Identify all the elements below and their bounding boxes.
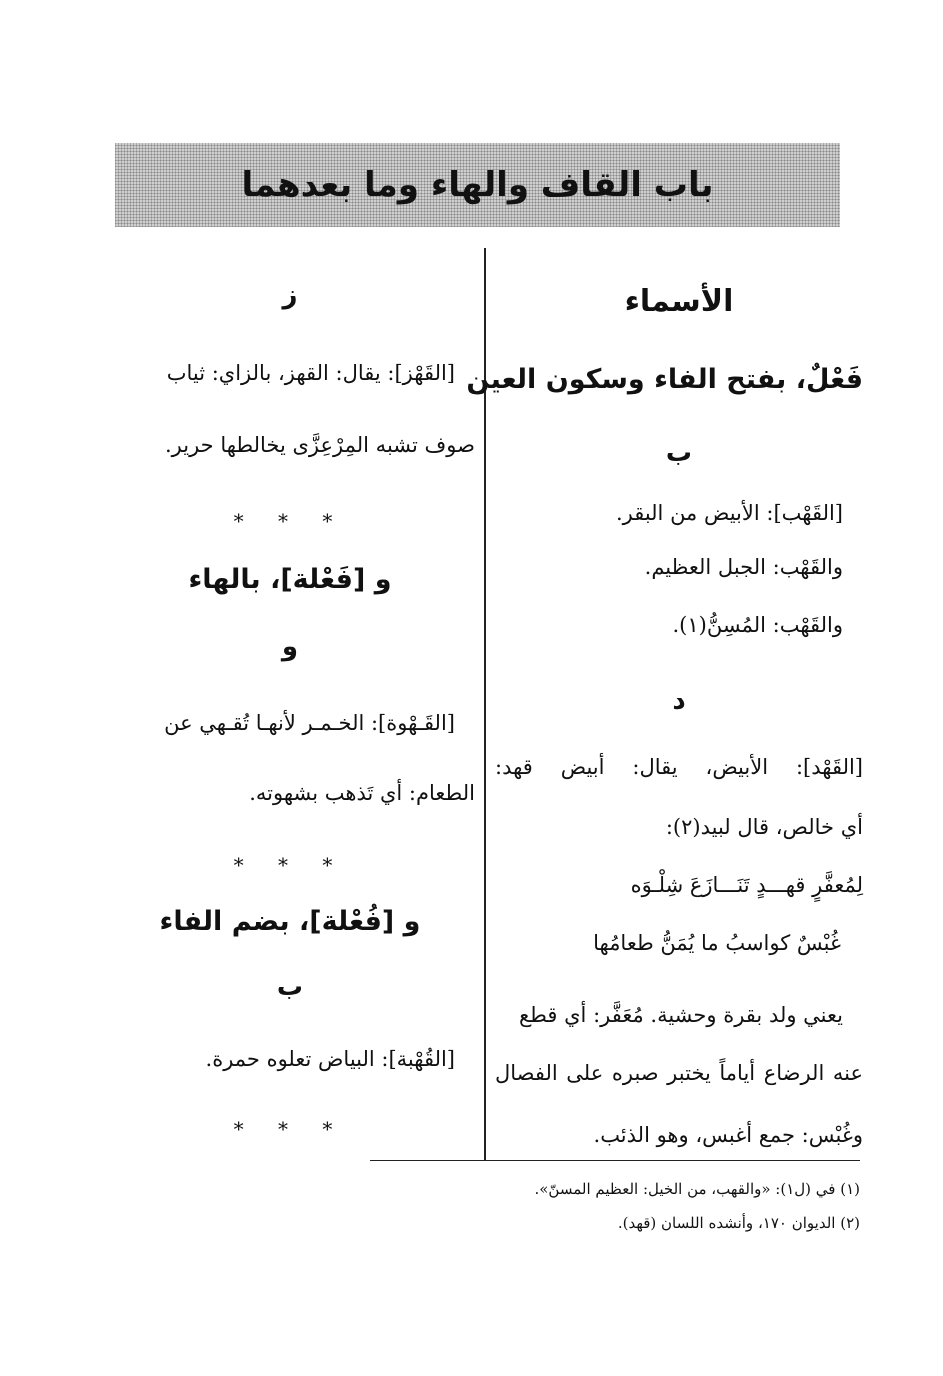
left-column: [105, 0, 475, 1160]
entry-line: والقَهْب: المُسِنُّ(١).: [672, 613, 843, 637]
pattern-heading: و [فُعْلة]، بضم الفاء: [159, 906, 421, 937]
entry-line: [القَـهْوة]: الخـمـر لأنهـا تُقـهي عن: [164, 711, 455, 735]
entry-line: صوف تشبه المِرْعِزَّى يخالطها حرير.: [164, 433, 475, 457]
explanation-line: يعني ولد بقرة وحشية. مُعَفَّر: أي قطع: [519, 1003, 843, 1027]
poem-verse: لِمُعفَّرٍ قهـــدٍ تَنَـــازَعَ شِلْـوَه: [630, 873, 863, 897]
section-heading: الأسماء: [624, 284, 734, 319]
footnotes: [370, 1178, 860, 1238]
explanation-line: وغُبْس: جمع أغبس، وهو الذئب.: [593, 1123, 863, 1147]
entry-line: أي خالص، قال لبيد(٢):: [665, 815, 863, 839]
footnote: (١) في (ل١): «والقهب، من الخيل: العظيم المسنّ».: [534, 1180, 860, 1198]
chapter-title: باب القاف والهاء وما بعدهما: [241, 165, 714, 205]
footnote-rule: [370, 1160, 860, 1161]
entry-line: [القَهْز]: يقال: القهز، بالزاي: ثياب: [166, 361, 455, 385]
footnote: (٢) الديوان ١٧٠، وأنشده اللسان (قهد).: [617, 1214, 860, 1232]
entry-line: [القُهْبة]: البياض تعلوه حمرة.: [205, 1047, 455, 1071]
section-separator: * * *: [233, 853, 347, 877]
entry-line: الطعام: أي تَذهب بشهوته.: [249, 781, 475, 805]
letter-heading-d: د: [672, 686, 686, 716]
letter-heading-b: ب: [276, 972, 304, 1002]
letter-heading-b: ب: [665, 438, 693, 468]
explanation-line: عنه الرضاع أياماً يختبر صبره على الفصال: [495, 1061, 863, 1085]
letter-heading-z: ز: [282, 280, 298, 310]
pattern-heading: و [فَعْلة]، بالهاء: [188, 564, 392, 595]
pattern-heading: فَعْلٌ، بفتح الفاء وسكون العين: [466, 364, 863, 395]
entry-line: والقَهْب: الجبل العظيم.: [644, 555, 843, 579]
poem-verse: غُبْسٌ كواسبُ ما يُمَنُّ طعامُها: [593, 931, 841, 955]
entry-line: [القَهْب]: الأبيض من البقر.: [615, 501, 843, 525]
letter-heading-w: و: [281, 632, 299, 662]
entry-line: [القَهْد]: الأبيض، يقال: أبيض قهد:: [495, 755, 863, 779]
section-separator: * * *: [233, 1117, 347, 1141]
section-separator: * * *: [233, 509, 347, 533]
